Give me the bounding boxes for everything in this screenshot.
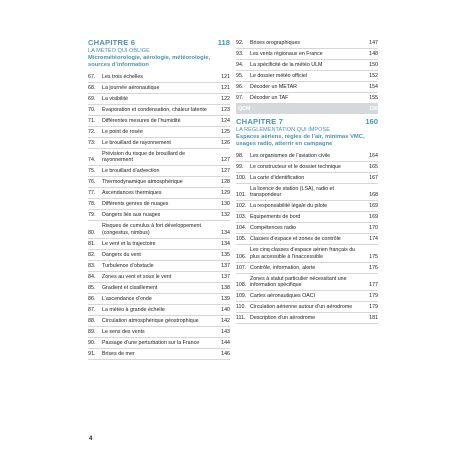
- toc-entry-title: La carte d’identification: [250, 175, 305, 182]
- toc-entry-num: 92.: [236, 40, 244, 46]
- toc-entry-title: Description d’un aérodrome: [250, 314, 316, 321]
- toc-entry-num: 82.: [88, 251, 96, 258]
- chapter-7-header: [236, 117, 378, 147]
- toc-entry-num: 69.: [88, 96, 96, 103]
- toc-entry-page: 135: [221, 251, 230, 258]
- toc-entry-num: 80.: [88, 229, 96, 236]
- toc-entry-page: 122: [221, 96, 230, 103]
- toc-entry-num: 74.: [88, 157, 96, 164]
- toc-list-left: [88, 72, 230, 359]
- toc-entry-title: La météo à grande échelle: [102, 306, 165, 313]
- toc-entry-page: 152: [369, 73, 378, 79]
- toc-entry-page: 134: [221, 229, 230, 236]
- toc-entry-num: 103.: [236, 214, 247, 221]
- toc-entry-page: 147: [369, 40, 378, 46]
- toc-entry-page: 132: [221, 212, 230, 219]
- toc-entry-num: 86.: [88, 295, 96, 302]
- toc-entry-page: 129: [221, 190, 230, 197]
- toc-column-right: [236, 38, 378, 324]
- toc-entry-num: 107.: [236, 264, 247, 271]
- toc-entry[interactable]: [88, 210, 230, 221]
- chapter-label: CHAPITRE 6: [88, 38, 136, 47]
- toc-entry-page: 137: [221, 262, 230, 269]
- toc-entry-title: La spécificité de la météo ULM: [250, 62, 323, 68]
- toc-entry-title: Le sens des vents: [102, 328, 145, 335]
- toc-column-left: [88, 38, 230, 360]
- toc-list-right: [236, 151, 378, 324]
- toc-entry-num: 95.: [236, 73, 244, 79]
- toc-entry-page: 181: [369, 314, 378, 321]
- toc-entry-page: 165: [369, 164, 378, 171]
- toc-entry[interactable]: [88, 72, 230, 83]
- toc-entry-num: 90.: [88, 339, 96, 346]
- toc-entry-title: Compétences radio: [250, 225, 296, 232]
- toc-entry-title: Zones à statut particulier nécessitant une information spécifique: [250, 275, 347, 288]
- toc-entry[interactable]: [236, 82, 378, 93]
- toc-entry-title: Le point de rosée: [102, 129, 143, 136]
- toc-entry-num: 77.: [88, 190, 96, 197]
- toc-entry-num: 111.: [236, 314, 246, 321]
- qcm-entry[interactable]: [236, 104, 378, 114]
- toc-entry-title: Les trois échelles: [102, 74, 143, 81]
- toc-entry[interactable]: [236, 93, 378, 104]
- toc-entry[interactable]: [88, 239, 230, 250]
- toc-entry-title: Brises orographiques: [250, 40, 301, 46]
- toc-entry-title: Le constructeur et le dossier technique: [250, 164, 341, 171]
- toc-entry-num: 67.: [88, 74, 96, 81]
- toc-entry-num: 104.: [236, 225, 247, 232]
- toc-entry-page: 170: [369, 225, 378, 232]
- toc-entry[interactable]: [236, 151, 378, 162]
- toc-entry-num: 70.: [88, 107, 96, 114]
- toc-entry-page: 146: [221, 350, 230, 357]
- toc-entry-title: Les cinq classes d’espace aérien français du plus accessible à l’inaccessible: [250, 247, 356, 260]
- toc-entry-page: 134: [221, 240, 230, 247]
- toc-entry[interactable]: [88, 127, 230, 138]
- toc-entry-page: 168: [369, 192, 378, 199]
- toc-entry[interactable]: [88, 83, 230, 94]
- toc-entry-title: Dangers liés aux nuages: [102, 212, 161, 219]
- toc-entry-num: 76.: [88, 179, 96, 186]
- toc-entry[interactable]: [236, 234, 378, 245]
- toc-entry-page: 139: [221, 295, 230, 302]
- toc-entry-title: Gradient et cisaillement: [102, 284, 158, 291]
- toc-entry-title: Circulation aérienne autour d’un aérodrome: [250, 303, 353, 310]
- chapter-subtitle: Espaces aériens, règles de l’air, minimas VMC, usages radio, atterrir en campagne: [236, 134, 365, 147]
- toc-entry[interactable]: [88, 94, 230, 105]
- toc-entry[interactable]: [236, 291, 378, 302]
- toc-entry-num: 105.: [236, 236, 247, 243]
- toc-entry-page: 127: [221, 168, 230, 175]
- toc-entry-num: 87.: [88, 306, 96, 313]
- toc-entry[interactable]: [88, 294, 230, 305]
- toc-entry-page: 124: [221, 118, 230, 125]
- chapter-title: LA RÉGLEMENTATION QUI IMPOSE: [236, 127, 330, 133]
- toc-entry-title: Brises de mer: [102, 350, 135, 357]
- toc-entry[interactable]: [236, 274, 378, 291]
- toc-entry-num: 91.: [88, 350, 96, 357]
- toc-entry[interactable]: [236, 162, 378, 173]
- toc-entry[interactable]: [88, 327, 230, 338]
- toc-entry-num: 89.: [88, 328, 96, 335]
- toc-entry[interactable]: [88, 272, 230, 283]
- toc-entry[interactable]: [236, 302, 378, 313]
- toc-entry-page: 169: [369, 214, 378, 221]
- toc-entry-title: Équipements de bord: [250, 214, 301, 221]
- toc-entry-num: 88.: [88, 317, 96, 324]
- toc-entry[interactable]: [236, 60, 378, 71]
- toc-entry-page: 128: [221, 179, 230, 186]
- toc-entry-title: Prévision du risque de brouillard de rayonnement: [102, 151, 186, 164]
- toc-entry[interactable]: [88, 250, 230, 261]
- chapter-title: LA MÉTÉO QUI OBLIGE: [88, 48, 150, 54]
- qcm-title: QCM: [238, 106, 251, 112]
- toc-entry[interactable]: [88, 338, 230, 349]
- toc-entry-num: 97.: [236, 95, 244, 101]
- toc-entry[interactable]: [236, 223, 378, 234]
- toc-entry-num: 100.: [236, 175, 247, 182]
- toc-entry[interactable]: [88, 138, 230, 149]
- toc-entry[interactable]: [88, 105, 230, 116]
- toc-entry[interactable]: [236, 245, 378, 262]
- page-number: 4: [89, 436, 93, 442]
- toc-entry-num: 109.: [236, 292, 247, 299]
- toc-entry-title: Décoder un METAR: [250, 84, 298, 90]
- chapter-subtitle: Micrométéorologie, aérologie, météorologie, sources d’information: [88, 55, 211, 68]
- toc-entry-num: 68.: [88, 85, 96, 92]
- toc-entry-title: Cartes aéronautiques OACI: [250, 292, 316, 299]
- toc-entry[interactable]: [236, 71, 378, 82]
- toc-entry-page: 121: [221, 85, 230, 92]
- toc-entry[interactable]: [88, 149, 230, 166]
- toc-entry-page: 179: [369, 292, 378, 299]
- toc-entry-title: Turbulence d’obstacle: [102, 262, 154, 269]
- toc-entry[interactable]: [88, 116, 230, 127]
- toc-entry-page: 169: [369, 203, 378, 210]
- toc-entry-num: 71.: [88, 118, 96, 125]
- toc-entry-title: La journée aéronautique: [102, 85, 160, 92]
- toc-entry-page: 137: [221, 273, 230, 280]
- toc-entry-page: 142: [221, 317, 230, 324]
- toc-entry-title: Ascendances thermiques: [102, 190, 162, 197]
- toc-entry[interactable]: [88, 221, 230, 238]
- toc-entry-page: 126: [221, 140, 230, 147]
- chapter-page: 118: [217, 38, 230, 47]
- toc-entry-page: 164: [369, 153, 378, 160]
- toc-entry-title: Risques de cumulus à fort développement (congestus, nimbus): [102, 223, 201, 236]
- toc-entry[interactable]: [88, 188, 230, 199]
- toc-entry-num: 85.: [88, 284, 96, 291]
- toc-list-right-top: [236, 38, 378, 104]
- toc-entry-num: 108.: [236, 281, 247, 288]
- toc-entry-title: Différents genres de nuages: [102, 201, 169, 208]
- toc-entry-num: 81.: [88, 240, 96, 247]
- toc-entry-page: 179: [369, 303, 378, 310]
- toc-entry-num: 93.: [236, 51, 244, 57]
- qcm-page: 156: [369, 106, 378, 112]
- toc-entry-num: 96.: [236, 84, 244, 90]
- toc-entry-num: 98.: [236, 153, 244, 160]
- toc-entry-num: 102.: [236, 203, 247, 210]
- toc-entry-num: 72.: [88, 129, 96, 136]
- toc-entry-title: Classes d’espace et zones de contrôle: [250, 236, 341, 243]
- toc-entry-page: 123: [221, 107, 230, 114]
- toc-entry-page: 125: [221, 129, 230, 136]
- toc-entry-page: 138: [221, 284, 230, 291]
- toc-entry[interactable]: [236, 184, 378, 201]
- toc-entry-title: Le vent et la trajectoire: [102, 240, 156, 247]
- toc-entry-title: Contrôle, information, alerte: [250, 264, 316, 271]
- toc-entry-num: 110.: [236, 303, 246, 310]
- toc-entry-page: 140: [221, 306, 230, 313]
- toc-entry[interactable]: [236, 38, 378, 49]
- toc-entry-page: 174: [369, 236, 378, 243]
- toc-entry-num: 73.: [88, 140, 96, 147]
- toc-entry-num: 101.: [236, 192, 247, 199]
- toc-entry-page: 121: [221, 74, 230, 81]
- toc-entry-page: 177: [369, 281, 378, 288]
- toc-entry-page: 175: [369, 253, 378, 260]
- toc-entry[interactable]: [236, 173, 378, 184]
- toc-entry-page: 143: [221, 328, 230, 335]
- toc-entry-title: Différentes mesures de l’humidité: [102, 118, 181, 125]
- toc-entry-page: 167: [369, 175, 378, 182]
- toc-entry-title: Passage d’une perturbation sur la France: [102, 339, 200, 346]
- toc-entry-title: Le dossier météo officiel: [250, 73, 308, 79]
- toc-entry-num: 78.: [88, 201, 96, 208]
- toc-entry-title: Zones au vent et sous le vent: [102, 273, 172, 280]
- toc-entry-page: 176: [369, 264, 378, 271]
- toc-entry[interactable]: [88, 199, 230, 210]
- toc-entry-title: Le brouillard d’advection: [102, 168, 160, 175]
- toc-entry-page: 150: [369, 62, 378, 68]
- toc-entry[interactable]: [236, 201, 378, 212]
- toc-entry[interactable]: [88, 166, 230, 177]
- toc-entry[interactable]: [236, 263, 378, 274]
- toc-entry-title: La visibilité: [102, 96, 128, 103]
- toc-entry-title: Thermodynamique atmosphérique: [102, 179, 183, 186]
- toc-entry-title: Les organismes de l’aviation civile: [250, 153, 331, 160]
- toc-entry-page: 127: [221, 157, 230, 164]
- toc-entry-page: 154: [369, 84, 378, 90]
- chapter-6-header: [88, 38, 230, 68]
- toc-entry-title: Évaporation et condensation, chaleur latente: [102, 107, 207, 114]
- toc-entry-page: 144: [221, 339, 230, 346]
- toc-entry[interactable]: [236, 212, 378, 223]
- toc-entry-page: 148: [369, 51, 378, 57]
- toc-entry-num: 106.: [236, 253, 247, 260]
- toc-entry[interactable]: [88, 316, 230, 327]
- toc-entry[interactable]: [88, 261, 230, 272]
- toc-entry-title: La responsabilité légale du pilote: [250, 203, 328, 210]
- toc-entry-page: 130: [221, 201, 230, 208]
- toc-entry-num: 99.: [236, 164, 244, 171]
- toc-entry[interactable]: [88, 349, 230, 360]
- toc-entry-num: 84.: [88, 273, 96, 280]
- toc-entry-title: L’ascendance d’onde: [102, 295, 152, 302]
- toc-entry-title: Circulation atmosphérique géostrophique: [102, 317, 199, 324]
- toc-entry-title: Dangers du vent: [102, 251, 141, 258]
- toc-entry-num: 75.: [88, 168, 96, 175]
- chapter-page: 160: [365, 117, 378, 126]
- chapter-label: CHAPITRE 7: [236, 117, 284, 126]
- toc-entry-title: Décoder un TAF: [250, 95, 289, 101]
- toc-entry-title: La licence de station (LSA), radio et transpondeur: [250, 186, 334, 199]
- toc-entry[interactable]: [88, 283, 230, 294]
- toc-entry-num: 94.: [236, 62, 244, 68]
- toc-entry[interactable]: [88, 305, 230, 316]
- toc-entry[interactable]: [236, 49, 378, 60]
- toc-entry-num: 79.: [88, 212, 96, 219]
- toc-entry-title: Le brouillard de rayonnement: [102, 140, 171, 147]
- toc-entry-page: 155: [369, 95, 378, 101]
- toc-entry-title: Les vents régionaux en France: [250, 51, 323, 57]
- toc-entry[interactable]: [88, 177, 230, 188]
- toc-entry-num: 83.: [88, 262, 96, 269]
- toc-entry[interactable]: [236, 313, 378, 324]
